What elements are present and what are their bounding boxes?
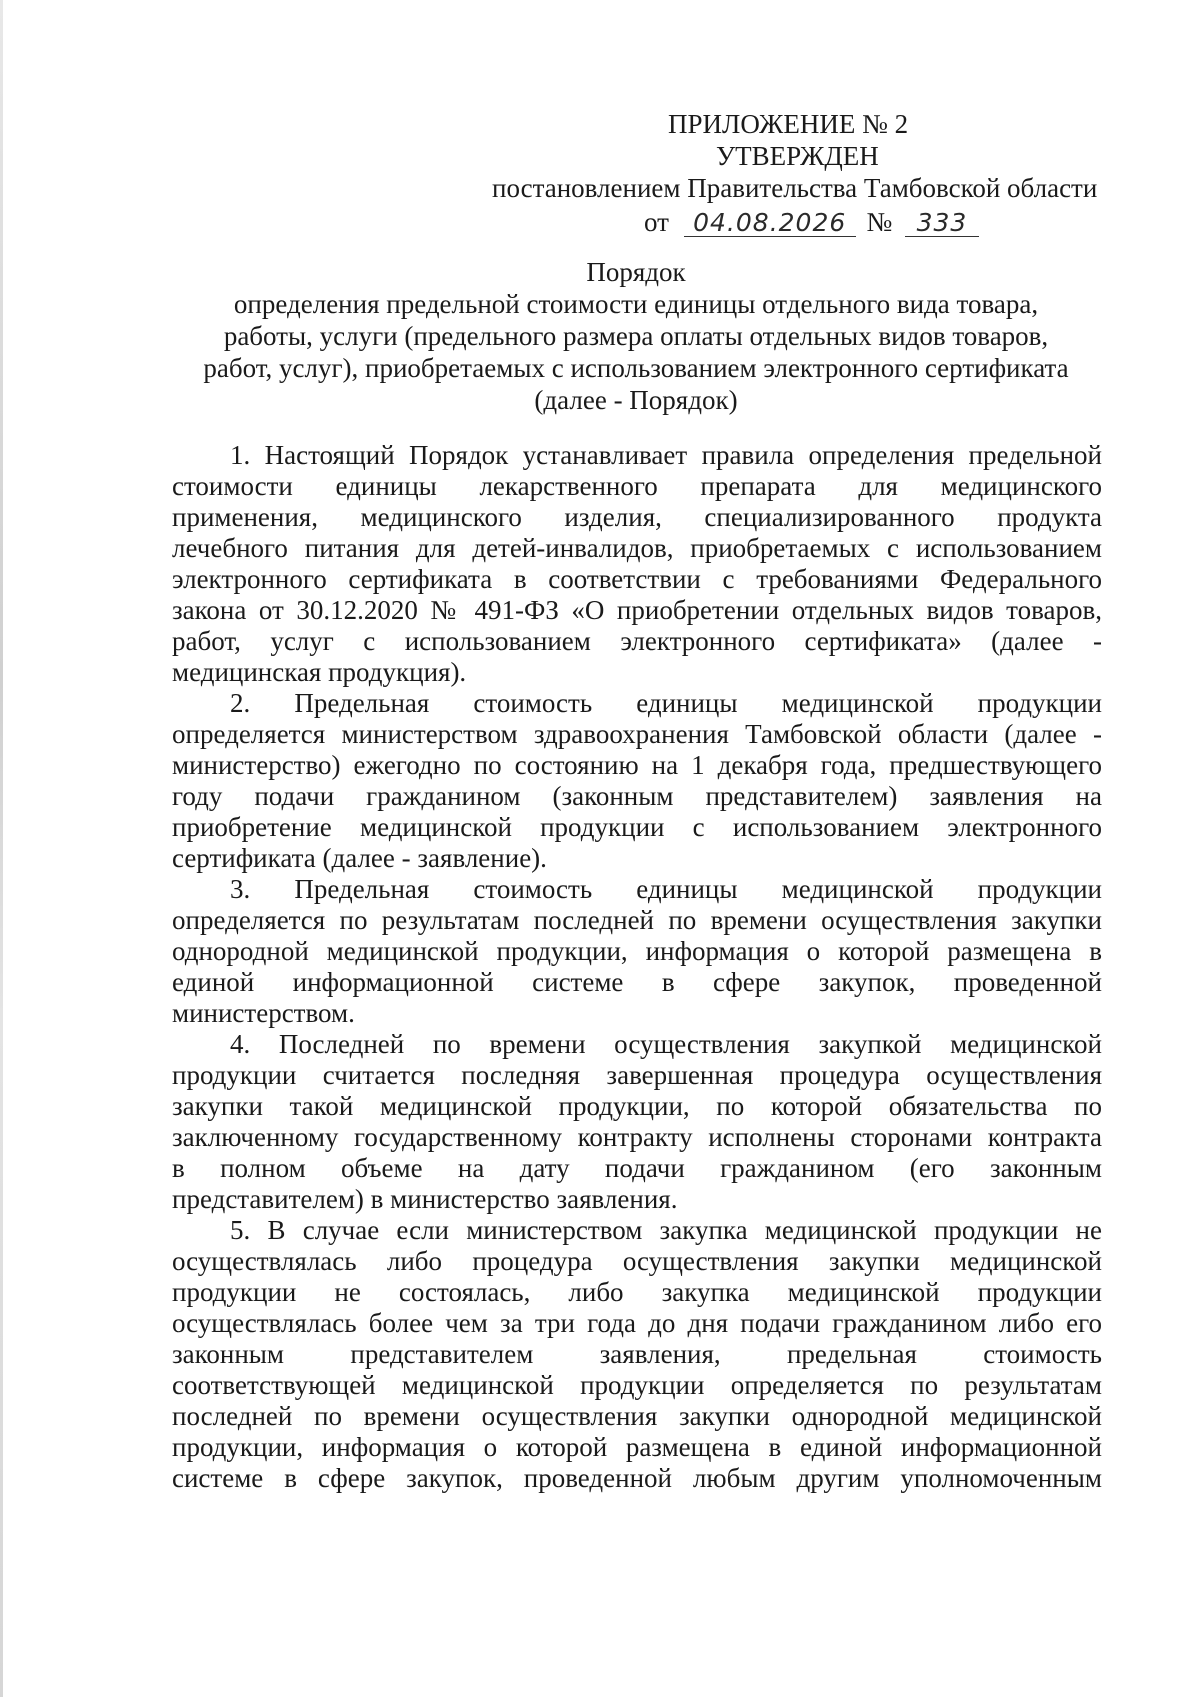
text-line: приобретение медицинской продукции с использованием электронного — [172, 812, 1102, 842]
approved-label: УТВЕРЖДЕН — [716, 141, 879, 171]
text-line: работ, услуг с использованием электронного сертификата» (далее - — [172, 626, 1102, 656]
text-line: продукции не состоялась, либо закупка медицинской продукции — [172, 1277, 1102, 1307]
decree-label: постановлением Правительства Тамбовской области — [492, 173, 1098, 203]
title-line: работы, услуги (предельного размера оплаты отдельных видов товаров, — [223, 321, 1049, 351]
title-line: работ, услуг), приобретаемых с использованием электронного сертификата — [203, 353, 1069, 383]
text-line: определяется по результатам последней по времени осуществления закупки — [172, 905, 1102, 935]
approval-block — [470, 108, 1110, 238]
paragraph-4 — [172, 1029, 1102, 1215]
text-line: электронного сертификата в соответствии с требованиями Федерального — [172, 564, 1102, 594]
document-body — [172, 440, 1102, 1494]
paragraph-1 — [172, 440, 1102, 688]
text-line: применения, медицинского изделия, специализированного продукта — [172, 502, 1102, 532]
text-line: законным представителем заявления, предельная стоимость — [172, 1339, 1102, 1369]
text-line: министерством. — [172, 998, 355, 1028]
text-line: продукции считается последняя завершенная процедура осуществления — [172, 1060, 1102, 1090]
text-line: в полном объеме на дату подачи гражданином (его законным — [172, 1153, 1102, 1183]
title-line: (далее - Порядок) — [534, 385, 738, 415]
text-line: заключенному государственному контракту исполнены сторонами контракта — [172, 1122, 1102, 1152]
text-line: последней по времени осуществления закупки однородной медицинской — [172, 1401, 1102, 1431]
text-line: закупки такой медицинской продукции, по которой обязательства по — [172, 1091, 1102, 1121]
text-line: медицинская продукция). — [172, 657, 467, 687]
title-line: Порядок — [586, 257, 686, 287]
text-line: осуществлялась более чем за три года до дня подачи гражданином либо его — [172, 1308, 1102, 1338]
text-line: году подачи гражданином (законным представителем) заявления на — [172, 781, 1102, 811]
text-line: единой информационной системе в сфере закупок, проведенной — [172, 967, 1102, 997]
text-line: однородной медицинской продукции, информация о которой размещена в — [172, 936, 1102, 966]
paragraph-5 — [172, 1215, 1102, 1494]
text-line: определяется министерством здравоохранения Тамбовской области (далее - — [172, 719, 1102, 749]
text-line: закона от 30.12.2020 № 491-ФЗ «О приобретении отдельных видов товаров, — [172, 595, 1102, 625]
date-prefix: от — [644, 207, 669, 237]
text-line: 3. Предельная стоимость единицы медицинской продукции — [230, 874, 1102, 904]
text-line: 5. В случае если министерством закупка медицинской продукции не — [230, 1215, 1102, 1245]
text-line: сертификата (далее - заявление). — [172, 843, 547, 873]
date-line — [470, 206, 1110, 238]
text-line: 4. Последней по времени осуществления закупкой медицинской — [230, 1029, 1102, 1059]
appendix-label: ПРИЛОЖЕНИЕ № 2 — [668, 109, 909, 139]
text-line: представителем) в министерство заявления. — [172, 1184, 678, 1214]
handwritten-date: 04.08.2026 — [684, 210, 856, 237]
paragraph-2 — [172, 688, 1102, 874]
text-line: осуществлялась либо процедура осуществления закупки медицинской — [172, 1246, 1102, 1276]
text-line: продукции, информация о которой размещена в единой информационной — [172, 1432, 1102, 1462]
handwritten-number: 333 — [905, 210, 979, 237]
text-line: соответствующей медицинской продукции определяется по результатам — [172, 1370, 1102, 1400]
text-line: лечебного питания для детей-инвалидов, приобретаемых с использованием — [172, 533, 1102, 563]
text-line: 1. Настоящий Порядок устанавливает правила определения предельной — [230, 440, 1102, 470]
text-line: стоимости единицы лекарственного препарата для медицинского — [172, 471, 1102, 501]
scan-edge — [0, 0, 3, 1697]
text-line: системе в сфере закупок, проведенной любым другим уполномоченным — [172, 1463, 1102, 1493]
number-sign: № — [866, 207, 893, 237]
text-line: министерство) ежегодно по состоянию на 1 декабря года, предшествующего — [172, 750, 1102, 780]
paragraph-3 — [172, 874, 1102, 1029]
document-title — [172, 256, 1100, 416]
title-line: определения предельной стоимости единицы отдельного вида товара, — [233, 289, 1039, 319]
text-line: 2. Предельная стоимость единицы медицинской продукции — [230, 688, 1102, 718]
